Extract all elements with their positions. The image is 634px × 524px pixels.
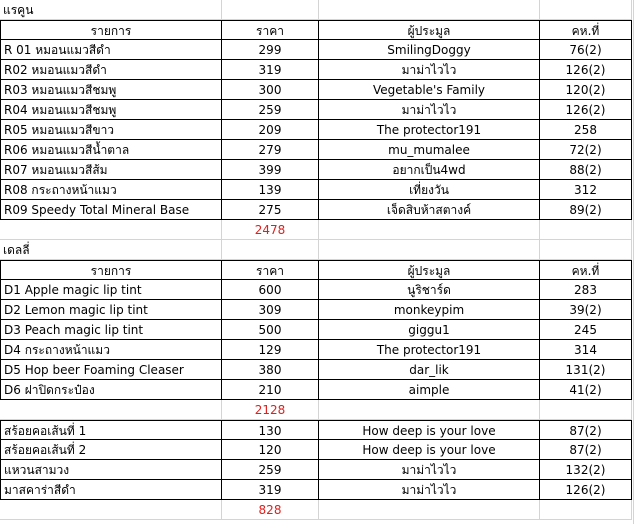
table-row: R 01 หมอนแมวสีดำ 299 SmilingDoggy 76(2) [0, 40, 634, 60]
table-row: D6 ฝาปิดกระป๋อง 210 aimple 41(2) [0, 380, 634, 400]
header-item[interactable]: รายการ [0, 20, 222, 40]
total-racoon[interactable]: 2478 [222, 220, 319, 240]
table-row: R04 หมอนแมวสีชมพู 259 มาม่าไวไว 126(2) [0, 100, 634, 120]
header-price[interactable]: ราคา [222, 20, 319, 40]
header-bidder[interactable]: ผู้ประมูล [319, 260, 540, 280]
header-bidder[interactable]: ผู้ประมูล [319, 20, 540, 40]
total-misc[interactable]: 828 [222, 500, 319, 520]
table-row: สร้อยคอเส้นที่ 2 120 How deep is your love 87(2) [0, 440, 634, 460]
table-row: D4 กระถางหน้าแมว 129 The protector191 314 [0, 340, 634, 360]
header-item[interactable]: รายการ [0, 260, 222, 280]
section-title-dolly[interactable]: เดลลี่ [0, 240, 222, 260]
header-ref[interactable]: คห.ที่ [540, 260, 632, 280]
total-row [0, 500, 634, 520]
table-row: R02 หมอนแมวสีดำ 319 มาม่าไวไว 126(2) [0, 60, 634, 80]
header-ref[interactable]: คห.ที่ [540, 20, 632, 40]
table-row: สร้อยคอเส้นที่ 1 130 How deep is your love 87(2) [0, 420, 634, 440]
table-header-row [0, 260, 634, 280]
table-row: R08 กระถางหน้าแมว 139 เที่ยงวัน 312 [0, 180, 634, 200]
total-row [0, 400, 634, 420]
section-title-racoon[interactable]: แรคูน [0, 0, 222, 20]
section-title-row [0, 240, 634, 260]
table-row: D2 Lemon magic lip tint 309 monkeypim 39(2) [0, 300, 634, 320]
table-row: แหวนสามวง 259 มาม่าไวไว 132(2) [0, 460, 634, 480]
table-header-row [0, 20, 634, 40]
header-price[interactable]: ราคา [222, 260, 319, 280]
table-row: D5 Hop beer Foaming Cleaser 380 dar_lik 131(2) [0, 360, 634, 380]
table-row: R09 Speedy Total Mineral Base 275 เจ็ดสิบห้าสตางค์ 89(2) [0, 200, 634, 220]
table-row: D1 Apple magic lip tint 600 นูริชาร์ด 283 [0, 280, 634, 300]
table-row: R05 หมอนแมวสีขาว 209 The protector191 258 [0, 120, 634, 140]
total-dolly[interactable]: 2128 [222, 400, 319, 420]
table-row: R06 หมอนแมวสีน้ำตาล 279 mu_mumalee 72(2) [0, 140, 634, 160]
table-row: R03 หมอนแมวสีชมพู 300 Vegetable's Family 120(2) [0, 80, 634, 100]
table-row: D3 Peach magic lip tint 500 giggu1 245 [0, 320, 634, 340]
table-row: R07 หมอนแมวสีส้ม 399 อยากเป็น4wd 88(2) [0, 160, 634, 180]
table-row: มาสคาร่าสีดำ 319 มาม่าไวไว 126(2) [0, 480, 634, 500]
section-title-row [0, 0, 634, 20]
total-row [0, 220, 634, 240]
